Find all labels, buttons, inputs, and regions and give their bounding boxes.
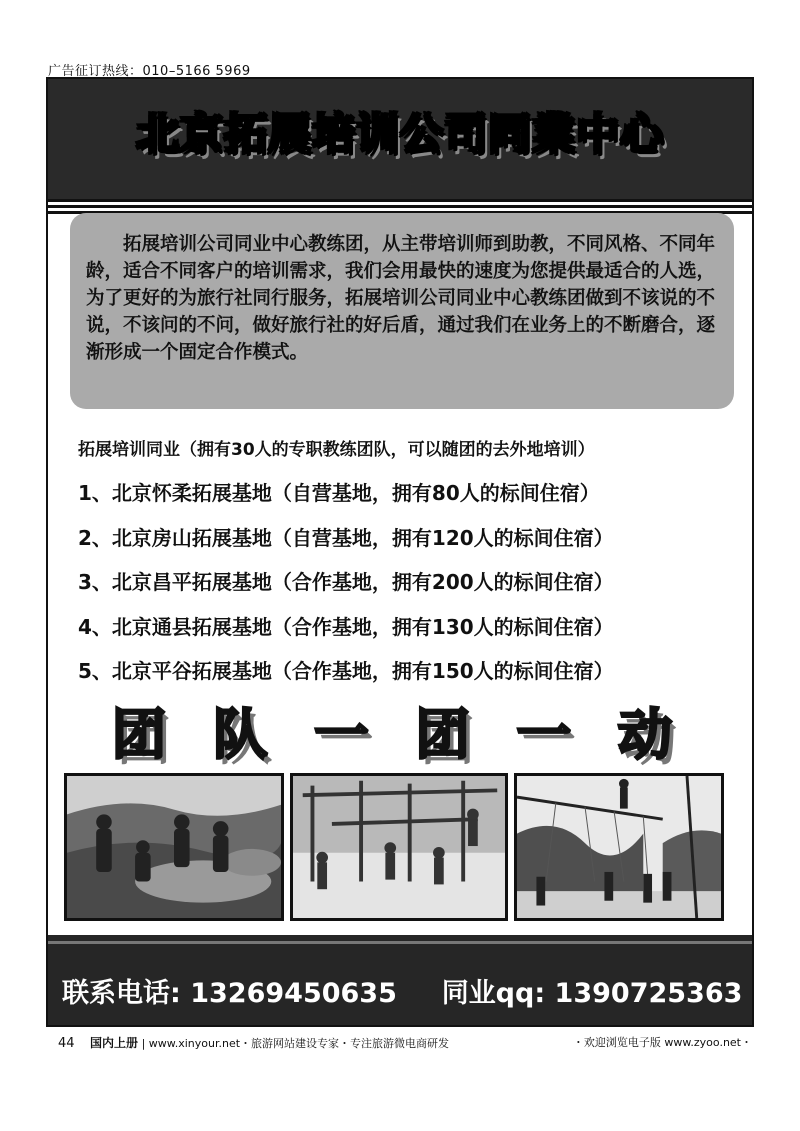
list-item: 3、北京昌平拓展基地（合作基地，拥有200人的标间住宿） [78, 570, 614, 594]
qq-label: 同业qq: [441, 978, 546, 1009]
intro-box [70, 213, 734, 409]
photo-water-course [290, 773, 508, 921]
contact-line [62, 971, 742, 1010]
base-list [78, 477, 614, 700]
list-item: 1、北京怀柔拓展基地（自营基地，拥有80人的标间住宿） [78, 481, 600, 505]
section-name: 国内上册 [90, 1036, 139, 1050]
left-note: | www.xinyour.net・旅游网站建设专家・专注旅游微电商研发 [141, 1037, 450, 1050]
phone-label: 联系电话: [62, 978, 181, 1009]
list-item: 5、北京平谷拓展基地（合作基地，拥有150人的标间住宿） [78, 659, 614, 683]
section-subtitle: 拓展培训同业（拥有30人的专职教练团队，可以随团的去外地培训） [78, 440, 595, 460]
slogan-char: 团 [112, 701, 166, 766]
slogan [112, 691, 672, 769]
slogan-char: 队 [213, 701, 268, 766]
header-banner [48, 79, 752, 199]
bottom-bar [58, 1034, 752, 1051]
slogan-char: 一 [516, 701, 571, 766]
list-item: 2、北京房山拓展基地（自营基地，拥有120人的标间住宿） [78, 525, 614, 550]
intro-text: 拓展培训公司同业中心教练团，从主带培训师到助教，不同风格、不同年龄，适合不同客户的培训需求，我们会用最快的速度为您提供最适合的人选，为了更好的为旅行社同行服务，拓展培训公司同业中心教练团做到不该说的不说，不该问的不问，做好旅行社的好后盾，通过我们在业务上的不断磨合，逐渐形成一个固定合作模式。 [86, 234, 716, 363]
contact-footer [48, 935, 752, 1025]
slogan-char: 动 [617, 701, 672, 766]
phone-number: 13269450635 [190, 978, 397, 1009]
ad-frame [46, 77, 754, 1027]
slogan-char: 一 [314, 701, 369, 766]
photo-high-ropes [514, 773, 724, 921]
list-item: 4、北京通县拓展基地（合作基地，拥有130人的标间住宿） [78, 614, 614, 639]
ad-hotline: 广告征订热线：010–5166 5969 [48, 64, 251, 79]
qq-number: 1390725363 [554, 978, 743, 1009]
photo-strip [64, 773, 724, 921]
slogan-char: 团 [415, 701, 470, 766]
page-title: 北京拓展培训公司同業中心 [136, 110, 664, 160]
photo-soldiers [64, 773, 284, 921]
right-note: ・欢迎浏览电子版 www.zyoo.net・ [572, 1036, 752, 1049]
page-number: 44 [58, 1036, 75, 1051]
